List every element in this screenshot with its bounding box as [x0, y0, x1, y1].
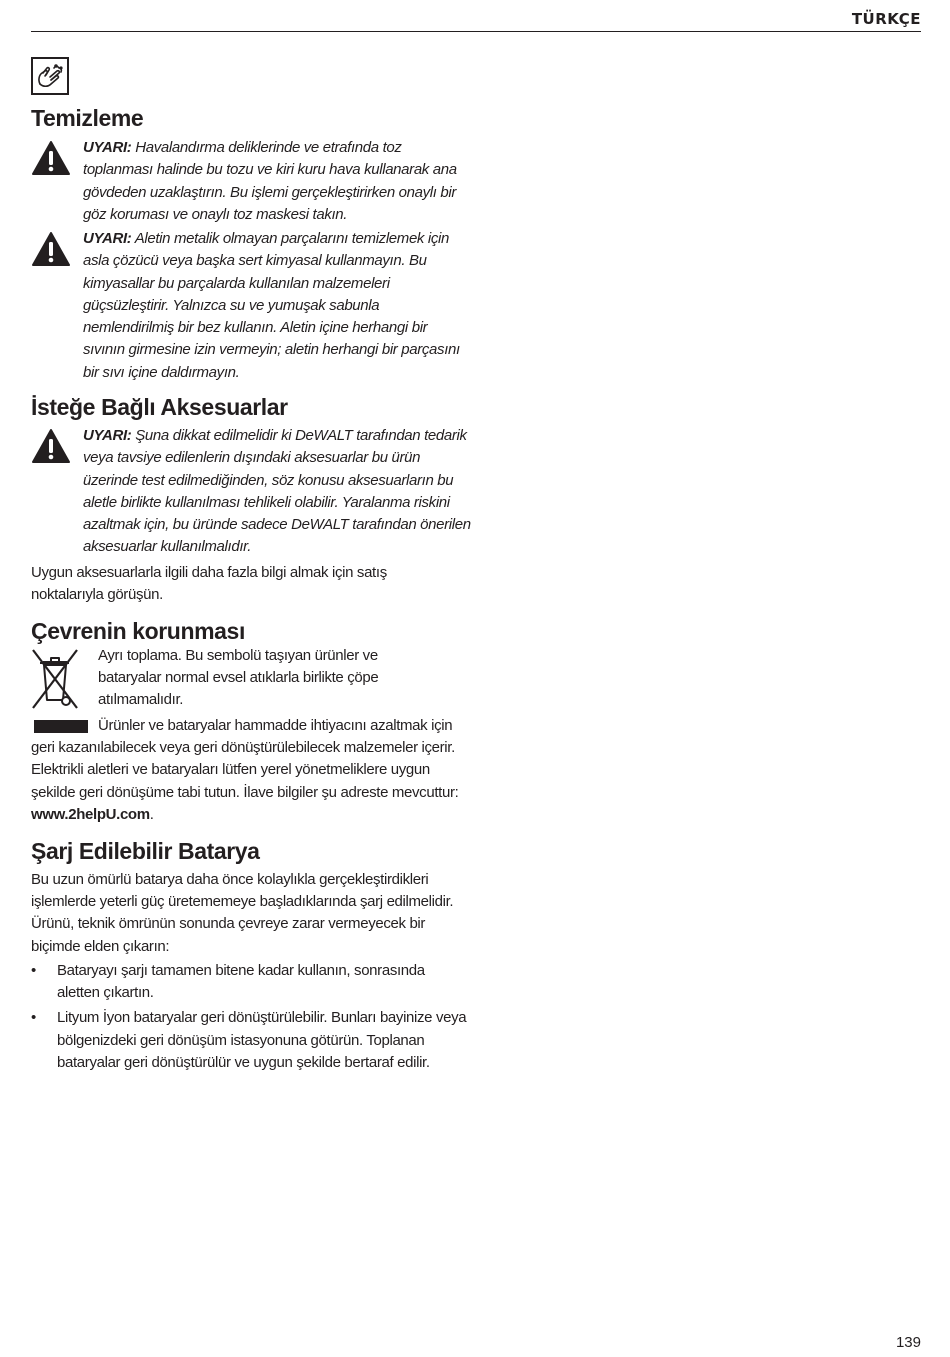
- recycle-body: Ürünler ve bataryalar hammadde ihtiyacını azaltmak için geri kazanılabilecek veya geri dönüştürülebilecek malzemeler içerir. Elektrikli aletleri ve bataryaları lütfen yerel yönetmeliklere uygun şekilde geri dönüşüme tabi tutun. İlave bilgiler şu adreste mevcuttur:: [31, 717, 459, 801]
- warning-label: UYARI:: [83, 230, 132, 247]
- battery-heading: Şarj Edilebilir Batarya: [31, 838, 260, 864]
- brand-name: DeWALT: [295, 427, 353, 444]
- warning-label: UYARI:: [83, 427, 132, 444]
- accessories-warning: [31, 425, 476, 559]
- warning-label: UYARI:: [83, 139, 132, 156]
- bullet-marker: •: [31, 1009, 36, 1027]
- header-rule: [31, 31, 921, 32]
- list-item: [31, 960, 471, 1004]
- url-suffix: .: [149, 805, 154, 823]
- list-item: [31, 1007, 471, 1074]
- warning-text: Aletin metalik olmayan parçalarını temizlemek için asla çözücü veya başka sert kimyasal kullanmayın. Bu kimyasallar bu parçalarda kullanılan malzemeleri güçsüzleştirir. Yalnızca su ve yumuşak sabunla nemlendirilmiş bir bez kullanın. Aletin içine herhangi bir sıvının girmesine izin vermeyin; aletin herhangi bir parçasını bir sıvı içine daldırmayın.: [83, 230, 460, 381]
- crossed-out-wheelie-bin-icon: [31, 648, 79, 710]
- warning-text-1: Şuna dikkat edilmelidir ki: [131, 427, 296, 444]
- warning-triangle-icon: [31, 428, 71, 464]
- battery-bullet-list: [31, 960, 471, 1077]
- cleaning-warning-1: [31, 137, 471, 226]
- website-link[interactable]: www.2helpU.com: [31, 805, 150, 823]
- page-number: 139: [895, 1334, 921, 1351]
- brand-name: DeWALT: [291, 516, 349, 534]
- language-label: TÜRKÇE: [851, 10, 921, 28]
- cleaning-warning-2: [31, 228, 471, 384]
- environment-heading: Çevrenin korunması: [31, 618, 245, 644]
- accessories-note: Uygun aksesuarlarla ilgili daha fazla bilgi almak için satış noktalarıyla görüşün.: [31, 564, 387, 604]
- bullet-text: Bataryayı şarjı tamamen bitene kadar kullanın, sonrasında aletten çıkartın.: [57, 962, 425, 1002]
- accessories-heading: İsteğe Bağlı Aksesuarlar: [31, 394, 288, 420]
- warning-text-3: tarafından önerilen aksesuarlar kullanılmalıdır.: [83, 516, 471, 556]
- warning-triangle-icon: [31, 140, 71, 176]
- warning-text: Havalandırma deliklerinde ve etrafında toz toplanması halinde bu tozu ve kiri kuru hava kullanarak ana gövdeden uzaklaştırın. Bu işlemi gerçekleştirirken onaylı bir göz koruması ve onaylı toz maskesi takın.: [83, 139, 457, 223]
- cleaning-hands-icon: [31, 57, 69, 95]
- bullet-marker: •: [31, 962, 36, 979]
- separate-collection-text: Ayrı toplama. Bu sembolü taşıyan ürünler ve bataryalar normal evsel atıklarla birlikte çöpe atılmamalıdır.: [98, 647, 379, 709]
- recycle-text: [31, 715, 471, 826]
- bullet-text: Lityum İyon bataryalar geri dönüştürülebilir. Bunları bayinize veya bölgenizdeki geri dönüşüm istasyonuna götürün. Toplanan bataryalar geri dönüştürülür ve uygun şekilde bertaraf edilir.: [57, 1009, 467, 1071]
- cleaning-heading: Temizleme: [31, 105, 144, 131]
- battery-intro: Bu uzun ömürlü batarya daha önce kolaylıkla gerçekleştirdikleri işlemlerde yeterli güç üretememeye başladıklarında şarj edilmelidir. Ürünü, teknik ömrünün sonunda çevreye zarar vermeyecek bir biçimde elden çıkarın:: [31, 871, 454, 955]
- warning-text-2: tarafından tedarik veya tavsiye edilenlerin dışındaki aksesuarlar bu ürün üzerinde test edilmediğinden, söz konusu aksesuarların bu aletle birlikte kullanılması tehlikeli olabilir. Yaralanma riskini azaltmak için, bu üründe sadece: [83, 427, 467, 534]
- warning-triangle-icon: [31, 231, 71, 267]
